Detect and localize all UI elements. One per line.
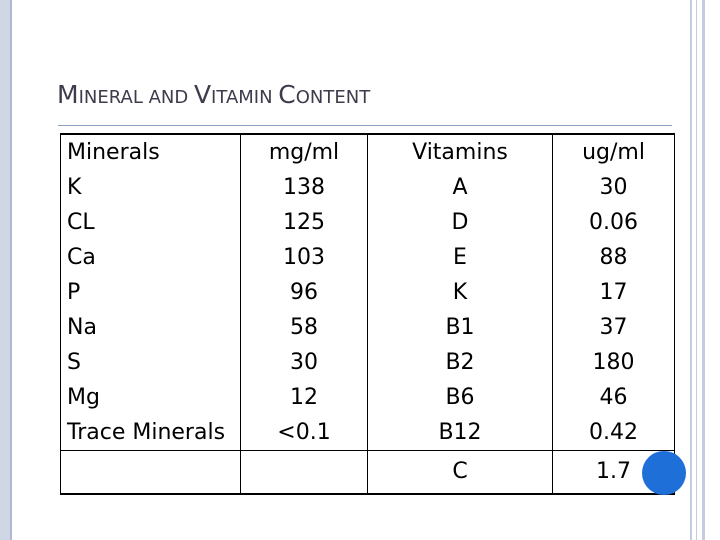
table-row — [61, 205, 675, 240]
slide-title — [57, 80, 370, 109]
table-cell: B1 — [368, 310, 553, 345]
table-cell — [241, 451, 368, 495]
table-header-cell: ug/ml — [553, 134, 675, 170]
table-cell: 12 — [241, 380, 368, 415]
table-cell: D — [368, 205, 553, 240]
table-cell: 1.7 — [553, 451, 675, 495]
table-cell: 37 — [553, 310, 675, 345]
table-row — [61, 240, 675, 275]
table-cell: P — [61, 275, 241, 310]
mineral-vitamin-table — [60, 133, 675, 495]
table-row — [61, 310, 675, 345]
slide-right-border — [690, 0, 692, 540]
title-cap-c: C — [278, 80, 296, 109]
table-row — [61, 275, 675, 310]
table-cell: 180 — [553, 345, 675, 380]
table-cell: 17 — [553, 275, 675, 310]
table-cell: Na — [61, 310, 241, 345]
table-cell: CL — [61, 205, 241, 240]
table-body — [61, 134, 675, 494]
table-cell: B6 — [368, 380, 553, 415]
table-cell: 58 — [241, 310, 368, 345]
table-row — [61, 380, 675, 415]
table-row — [61, 170, 675, 205]
table-cell: Trace Minerals — [61, 415, 241, 451]
table-cell: Ca — [61, 240, 241, 275]
title-word-ineral-and: INERAL AND — [78, 87, 194, 108]
table-cell: 103 — [241, 240, 368, 275]
table-row — [61, 345, 675, 380]
table-cell: 0.06 — [553, 205, 675, 240]
table-header-cell: mg/ml — [241, 134, 368, 170]
table-cell: 125 — [241, 205, 368, 240]
title-underline — [58, 125, 672, 126]
table-cell: 30 — [553, 170, 675, 205]
title-cap-m: M — [57, 80, 79, 109]
table-cell: 30 — [241, 345, 368, 380]
table-cell: K — [61, 170, 241, 205]
table-cell: Mg — [61, 380, 241, 415]
table-cell: K — [368, 275, 553, 310]
table-cell: S — [61, 345, 241, 380]
table-header-cell: Minerals — [61, 134, 241, 170]
title-cap-v: V — [193, 80, 212, 109]
table-cell: 46 — [553, 380, 675, 415]
slide-left-border — [0, 0, 10, 540]
table-cell: B12 — [368, 415, 553, 451]
title-word-ontent: ONTENT — [295, 87, 371, 108]
table-cell: 138 — [241, 170, 368, 205]
table-header-row — [61, 134, 675, 170]
blue-circle-marker — [642, 451, 686, 495]
table-cell: B2 — [368, 345, 553, 380]
table-row — [61, 451, 675, 495]
table-cell: <0.1 — [241, 415, 368, 451]
table-cell: E — [368, 240, 553, 275]
table-cell: 96 — [241, 275, 368, 310]
table-cell: C — [368, 451, 553, 495]
table-cell: 88 — [553, 240, 675, 275]
table-cell — [61, 451, 241, 495]
table-header-cell: Vitamins — [368, 134, 553, 170]
table-cell: 0.42 — [553, 415, 675, 451]
title-word-itamin: ITAMIN — [211, 87, 279, 108]
slide-right-border-thin — [696, 0, 697, 540]
slide-right-border-outer — [702, 0, 705, 540]
table-row — [61, 415, 675, 451]
table-cell: A — [368, 170, 553, 205]
